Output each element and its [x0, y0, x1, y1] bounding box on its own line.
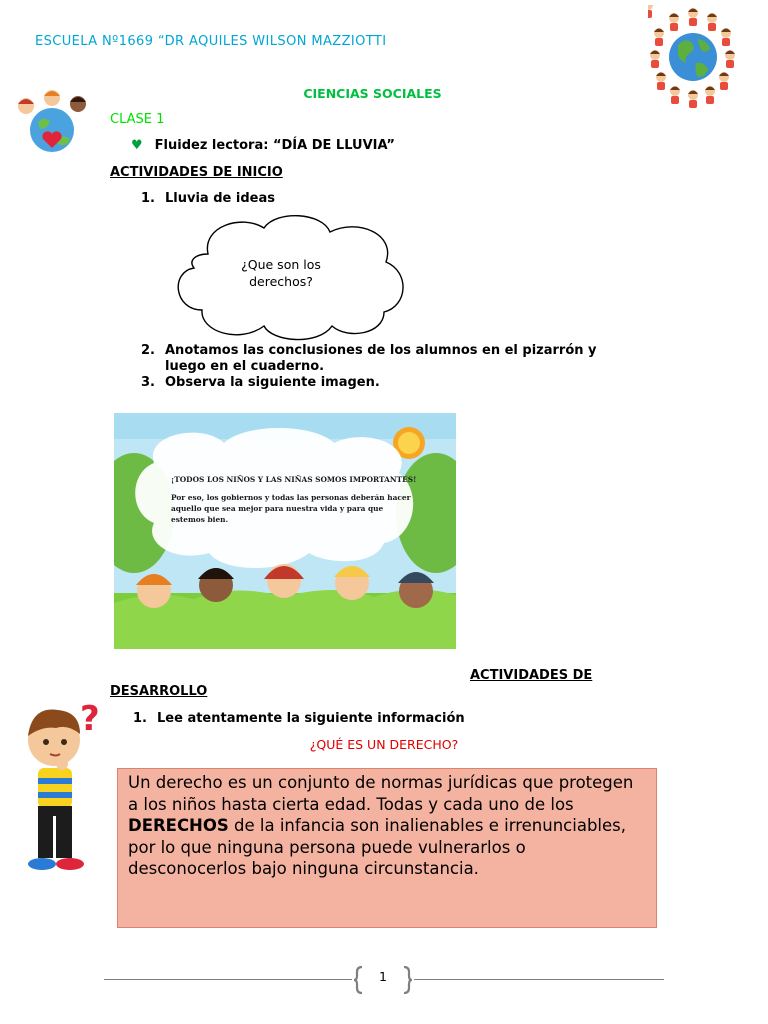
fluidez-text: Fluidez lectora: “DÍA DE LLUVIA”	[154, 138, 395, 153]
item-text: Lluvia de ideas	[165, 191, 275, 206]
desarrollo-heading-a: ACTIVIDADES DE	[470, 668, 593, 683]
svg-text:?: ?	[80, 699, 100, 739]
footer-divider	[414, 979, 664, 980]
item-number: 2.	[141, 343, 155, 358]
illustration-line: estemos bien.	[171, 515, 229, 524]
illustration-title: ¡TODOS LOS NIÑOS Y LAS NIÑAS SOMOS IMPORTANTES!	[171, 475, 417, 484]
definition-box	[117, 768, 657, 928]
list-item	[141, 191, 275, 207]
cloud-question	[220, 256, 342, 290]
definition-text: Un derecho es un conjunto de normas jurídicas que protegen a los niños hasta cierta edad. Todas y cada uno de los	[128, 773, 634, 814]
class-label: CLASE 1	[110, 112, 165, 127]
item-text: Observa la siguiente imagen.	[165, 375, 380, 390]
inicio-heading: ACTIVIDADES DE INICIO	[110, 165, 283, 180]
page-number: 1	[379, 969, 387, 984]
rights-illustration	[114, 413, 456, 649]
cloud-line: derechos?	[249, 274, 313, 289]
illustration-line: Por eso, los gobiernos y todas las personas deberán hacer	[171, 493, 411, 502]
illustration-text	[171, 492, 410, 525]
illustration-line: aquello que sea mejor para nuestra vida y para que	[171, 504, 384, 513]
kids-globe-heart-icon	[12, 86, 94, 158]
cloud-line: ¿Que son los	[241, 257, 321, 272]
list-item	[141, 375, 380, 391]
list-item	[141, 343, 597, 375]
definition-text: de la infancia son inalienables e irrenunciables, por lo que ninguna persona puede vulnerarlos o desconocerlos bajo ninguna circunstancia.	[128, 816, 626, 878]
desarrollo-heading-b: DESARROLLO	[110, 684, 208, 699]
heart-icon: ♥	[131, 138, 143, 153]
illustration-background	[114, 413, 456, 649]
item-text: Anotamos las conclusiones de los alumnos en el pizarrón y	[165, 343, 597, 358]
school-name: ESCUELA Nº1669 “DR AQUILES WILSON MAZZIOTTI	[35, 34, 387, 49]
list-item	[133, 711, 465, 727]
item-number: 1.	[133, 711, 147, 726]
fluidez-line	[131, 138, 395, 153]
item-text: luego en el cuaderno.	[165, 359, 325, 374]
question-title: ¿QUÉ ES UN DERECHO?	[309, 737, 459, 752]
subject-title: CIENCIAS SOCIALES	[303, 86, 442, 101]
footer-divider	[104, 979, 352, 980]
item-text: Lee atentamente la siguiente información	[157, 711, 465, 726]
item-number: 1.	[141, 191, 155, 206]
definition-bold: DERECHOS	[128, 816, 229, 835]
item-number: 3.	[141, 375, 155, 390]
thinking-boy-icon	[16, 698, 106, 880]
